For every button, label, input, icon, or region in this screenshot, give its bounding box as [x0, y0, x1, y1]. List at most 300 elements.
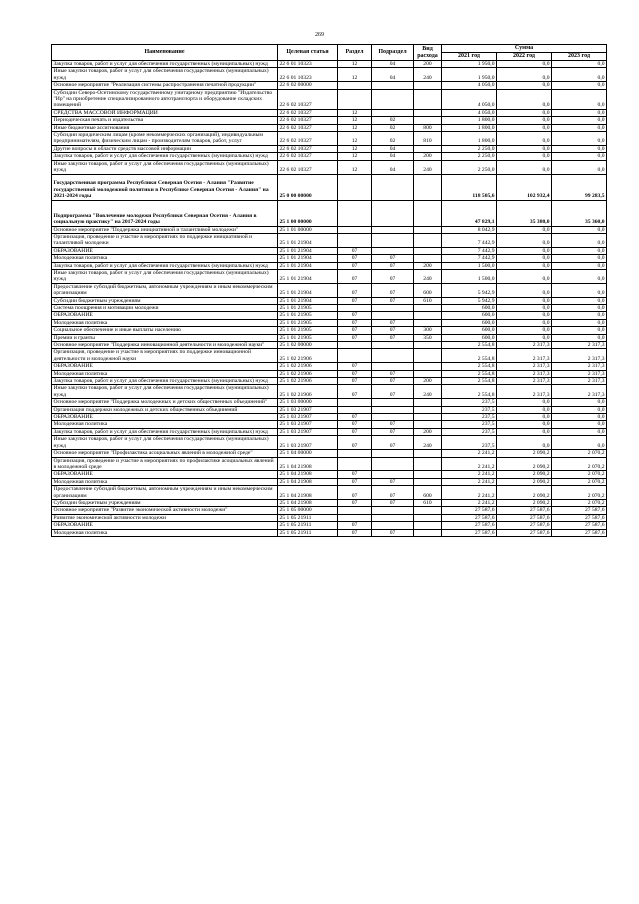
row-name: Организация, проведение и участие в мероприятиях по профилактике асоциальных явлений в молодежной среде — [52, 457, 278, 471]
row-sum-2021: 600,0 — [442, 319, 497, 326]
row-sum-2021: 1 950,0 — [442, 68, 497, 82]
row-name: ОБРАЗОВАНИЕ — [52, 522, 278, 529]
row-article: 25 1 02 00000 — [278, 342, 338, 349]
row-sum-2023: 0,0 — [552, 319, 607, 326]
row-article: 25 1 02 21906 — [278, 349, 338, 363]
row-section: 07 — [338, 319, 372, 326]
table-row — [52, 436, 607, 450]
row-sum-2021: 237,5 — [442, 436, 497, 450]
row-subsection — [372, 312, 414, 319]
row-section: 07 — [338, 255, 372, 262]
table-row — [52, 363, 607, 370]
row-sum-2021: 600,0 — [442, 327, 497, 334]
row-sum-2022: 0,0 — [497, 109, 552, 116]
row-sum-2022: 0,0 — [497, 61, 552, 68]
row-sum-2023: 0,0 — [552, 89, 607, 109]
row-sum-2023: 0,0 — [552, 334, 607, 341]
table-row — [52, 269, 607, 283]
row-sum-2023: 0,0 — [552, 117, 607, 124]
row-article: 22 6 02 10327 — [278, 132, 338, 146]
row-section: 07 — [338, 428, 372, 435]
row-article: 25 1 04 21908 — [278, 499, 338, 506]
table-row — [52, 226, 607, 233]
row-sum-2023: 2 317,3 — [552, 385, 607, 399]
row-name: Субсидии бюджетным учреждениям — [52, 297, 278, 304]
row-subsection: 07 — [372, 378, 414, 385]
row-sum-2022: 0,0 — [497, 68, 552, 82]
row-sum-2022: 0,0 — [497, 269, 552, 283]
row-sum-2021: 2 241,2 — [442, 471, 497, 478]
row-sum-2023: 27 587,6 — [552, 529, 607, 536]
row-expense-type — [414, 414, 442, 421]
row-sum-2023: 2 070,2 — [552, 478, 607, 485]
row-sum-2022: 2 317,3 — [497, 363, 552, 370]
row-article: 22 6 02 10327 — [278, 160, 338, 174]
row-sum-2021: 4 050,0 — [442, 109, 497, 116]
table-row — [52, 421, 607, 428]
row-section — [338, 450, 372, 457]
row-article: 25 1 03 21907 — [278, 436, 338, 450]
row-sum-2022: 0,0 — [497, 124, 552, 131]
header-subsection: Подраздел — [372, 45, 414, 61]
table-row — [52, 124, 607, 131]
row-sum-2023: 0,0 — [552, 428, 607, 435]
row-article: 25 1 01 21905 — [278, 304, 338, 311]
row-sum-2022: 0,0 — [497, 82, 552, 89]
row-sum-2023: 2 317,3 — [552, 378, 607, 385]
row-section: 07 — [338, 297, 372, 304]
row-article: 25 1 04 00000 — [278, 450, 338, 457]
row-sum-2022: 27 587,6 — [497, 514, 552, 521]
table-row — [52, 319, 607, 326]
row-article: 22 6 02 10327 — [278, 153, 338, 160]
row-sum-2022: 0,0 — [497, 226, 552, 233]
row-expense-type: 600 — [414, 283, 442, 297]
row-sum-2023: 0,0 — [552, 160, 607, 174]
row-subsection: 07 — [372, 283, 414, 297]
row-sum-2021: 1 800,0 — [442, 132, 497, 146]
row-name: Основное мероприятие "Поддержка инновационной деятельности и молодежной науки" — [52, 342, 278, 349]
row-expense-type: 240 — [414, 269, 442, 283]
row-sum-2022: 0,0 — [497, 319, 552, 326]
row-sum-2022: 27 587,6 — [497, 522, 552, 529]
row-sum-2023: 35 360,0 — [552, 200, 607, 226]
row-subsection — [372, 109, 414, 116]
row-name: Субсидии Северо-Осетинскому государственному унитарному предприятию "Издательство "Ир" на приобретение специализированного автотранспорта и оборудование складских помещений — [52, 89, 278, 109]
row-sum-2022: 0,0 — [497, 414, 552, 421]
row-subsection: 07 — [372, 499, 414, 506]
row-sum-2023: 0,0 — [552, 269, 607, 283]
row-expense-type — [414, 117, 442, 124]
row-sum-2022: 0,0 — [497, 283, 552, 297]
row-expense-type — [414, 478, 442, 485]
row-expense-type — [414, 471, 442, 478]
row-subsection: 07 — [372, 486, 414, 500]
row-sum-2023: 0,0 — [552, 226, 607, 233]
row-name: Молодежная политика — [52, 421, 278, 428]
row-sum-2023: 2 317,3 — [552, 363, 607, 370]
row-subsection — [372, 399, 414, 406]
row-sum-2021: 2 241,2 — [442, 478, 497, 485]
table-row — [52, 327, 607, 334]
row-name: Предоставление субсидий бюджетным, автономным учреждениям и иным некоммерческим организациям — [52, 283, 278, 297]
row-section: 12 — [338, 153, 372, 160]
row-section: 12 — [338, 160, 372, 174]
row-sum-2021: 27 587,6 — [442, 514, 497, 521]
row-section: 07 — [338, 471, 372, 478]
row-expense-type: 610 — [414, 499, 442, 506]
row-sum-2021: 4 050,0 — [442, 89, 497, 109]
table-row — [52, 406, 607, 413]
row-subsection — [372, 514, 414, 521]
row-subsection: 07 — [372, 334, 414, 341]
row-name: ОБРАЗОВАНИЕ — [52, 247, 278, 254]
row-expense-type: 240 — [414, 68, 442, 82]
row-sum-2021: 118 505,6 — [442, 174, 497, 200]
row-name: Периодическая печать и издательства — [52, 117, 278, 124]
row-expense-type — [414, 200, 442, 226]
row-article: 25 1 03 21907 — [278, 421, 338, 428]
row-article: 25 1 02 21906 — [278, 378, 338, 385]
row-subsection — [372, 174, 414, 200]
row-article: 25 1 04 21908 — [278, 457, 338, 471]
header-year-2021: 2021 год — [442, 53, 497, 61]
row-section: 07 — [338, 262, 372, 269]
row-article: 22 6 02 10327 — [278, 145, 338, 152]
row-article: 22 6 02 10327 — [278, 117, 338, 124]
row-name: Закупка товаров, работ и услуг для обеспечения государственных (муниципальных) нужд — [52, 153, 278, 160]
table-row — [52, 262, 607, 269]
row-subsection — [372, 233, 414, 247]
row-sum-2023: 0,0 — [552, 153, 607, 160]
row-name: ОБРАЗОВАНИЕ — [52, 414, 278, 421]
row-section: 12 — [338, 68, 372, 82]
row-sum-2021: 237,5 — [442, 414, 497, 421]
row-article: 25 1 01 21905 — [278, 319, 338, 326]
row-section: 12 — [338, 117, 372, 124]
row-sum-2021: 237,5 — [442, 421, 497, 428]
row-sum-2021: 2 241,2 — [442, 457, 497, 471]
row-expense-type: 200 — [414, 153, 442, 160]
row-sum-2022: 2 090,2 — [497, 450, 552, 457]
row-article: 25 1 01 21904 — [278, 297, 338, 304]
row-subsection: 02 — [372, 124, 414, 131]
row-section: 07 — [338, 327, 372, 334]
row-sum-2021: 4 050,0 — [442, 82, 497, 89]
header-article: Целевая статья — [278, 45, 338, 61]
row-article: 25 1 01 21904 — [278, 262, 338, 269]
row-subsection — [372, 414, 414, 421]
row-sum-2021: 2 241,2 — [442, 499, 497, 506]
row-section — [338, 399, 372, 406]
row-expense-type: 810 — [414, 132, 442, 146]
row-name: СРЕДСТВА МАССОВОЙ ИНФОРМАЦИИ — [52, 109, 278, 116]
table-row — [52, 82, 607, 89]
table-row — [52, 247, 607, 254]
row-article: 22 6 01 10323 — [278, 61, 338, 68]
row-sum-2021: 237,5 — [442, 399, 497, 406]
row-sum-2021: 27 587,6 — [442, 507, 497, 514]
row-article: 25 1 01 21905 — [278, 327, 338, 334]
row-section — [338, 507, 372, 514]
row-name: Иные закупки товаров, работ и услуг для обеспечения государственных (муниципальных) нужд — [52, 385, 278, 399]
row-expense-type — [414, 312, 442, 319]
table-row — [52, 399, 607, 406]
row-name: Закупка товаров, работ и услуг для обеспечения государственных (муниципальных) нужд — [52, 378, 278, 385]
header-year-2022: 2022 год — [497, 53, 552, 61]
row-expense-type — [414, 421, 442, 428]
row-sum-2021: 1 800,0 — [442, 117, 497, 124]
row-sum-2023: 2 070,2 — [552, 486, 607, 500]
row-sum-2022: 27 587,6 — [497, 529, 552, 536]
table-row — [52, 233, 607, 247]
row-name: Организация, проведение и участие в мероприятиях по поддержке инициативной и талантливой молодежи — [52, 233, 278, 247]
row-section: 07 — [338, 370, 372, 377]
row-expense-type: 200 — [414, 378, 442, 385]
row-sum-2022: 0,0 — [497, 406, 552, 413]
row-article: 25 1 05 21911 — [278, 514, 338, 521]
row-article: 25 1 01 21904 — [278, 247, 338, 254]
row-name: Основное мероприятие "Поддержка молодежных и детских общественных объединений" — [52, 399, 278, 406]
row-subsection: 07 — [372, 436, 414, 450]
row-sum-2021: 2 554,8 — [442, 342, 497, 349]
row-expense-type — [414, 82, 442, 89]
row-expense-type — [414, 226, 442, 233]
row-section — [338, 457, 372, 471]
row-expense-type — [414, 457, 442, 471]
row-article: 22 6 02 00000 — [278, 82, 338, 89]
row-sum-2022: 0,0 — [497, 297, 552, 304]
row-article: 22 6 02 10327 — [278, 109, 338, 116]
row-expense-type — [414, 370, 442, 377]
row-sum-2022: 0,0 — [497, 132, 552, 146]
row-section: 07 — [338, 414, 372, 421]
row-sum-2023: 0,0 — [552, 421, 607, 428]
table-row — [52, 153, 607, 160]
table-row — [52, 117, 607, 124]
row-name: Молодежная политика — [52, 529, 278, 536]
row-sum-2022: 2 317,3 — [497, 349, 552, 363]
row-sum-2021: 600,0 — [442, 334, 497, 341]
row-section: 12 — [338, 109, 372, 116]
row-section — [338, 349, 372, 363]
row-article: 25 1 02 21906 — [278, 385, 338, 399]
table-row — [52, 255, 607, 262]
row-expense-type — [414, 349, 442, 363]
row-section — [338, 82, 372, 89]
row-sum-2022: 0,0 — [497, 312, 552, 319]
row-sum-2023: 0,0 — [552, 124, 607, 131]
row-sum-2023: 2 070,2 — [552, 457, 607, 471]
row-name: Молодежная политика — [52, 370, 278, 377]
row-sum-2023: 27 587,6 — [552, 507, 607, 514]
row-subsection — [372, 522, 414, 529]
row-section: 07 — [338, 421, 372, 428]
row-sum-2021: 47 829,1 — [442, 200, 497, 226]
row-subsection — [372, 247, 414, 254]
row-name: Молодежная политика — [52, 319, 278, 326]
row-sum-2023: 2 070,2 — [552, 450, 607, 457]
row-sum-2022: 2 317,3 — [497, 378, 552, 385]
table-row — [52, 486, 607, 500]
row-sum-2021: 1 500,0 — [442, 262, 497, 269]
row-section: 07 — [338, 269, 372, 283]
row-sum-2023: 2 070,2 — [552, 471, 607, 478]
row-name: Иные закупки товаров, работ и услуг для обеспечения государственных (муниципальных) нужд — [52, 160, 278, 174]
row-subsection: 07 — [372, 428, 414, 435]
table-row — [52, 174, 607, 200]
row-section — [338, 174, 372, 200]
row-expense-type: 200 — [414, 262, 442, 269]
row-subsection: 07 — [372, 297, 414, 304]
row-sum-2023: 0,0 — [552, 109, 607, 116]
row-sum-2022: 2 090,2 — [497, 471, 552, 478]
row-sum-2022: 0,0 — [497, 89, 552, 109]
header-sum: Сумма — [442, 45, 607, 53]
row-sum-2023: 0,0 — [552, 233, 607, 247]
row-sum-2021: 237,5 — [442, 428, 497, 435]
row-sum-2023: 27 587,6 — [552, 522, 607, 529]
row-article: 25 1 00 00000 — [278, 200, 338, 226]
row-sum-2022: 0,0 — [497, 233, 552, 247]
row-subsection — [372, 89, 414, 109]
row-sum-2023: 0,0 — [552, 82, 607, 89]
table-row — [52, 428, 607, 435]
row-sum-2021: 1 800,0 — [442, 124, 497, 131]
row-sum-2021: 7 442,9 — [442, 255, 497, 262]
row-sum-2023: 0,0 — [552, 247, 607, 254]
row-article: 25 1 01 21904 — [278, 255, 338, 262]
row-name: Закупка товаров, работ и услуг для обеспечения государственных (муниципальных) нужд — [52, 61, 278, 68]
row-subsection — [372, 406, 414, 413]
row-sum-2021: 2 250,0 — [442, 145, 497, 152]
row-expense-type — [414, 247, 442, 254]
row-expense-type — [414, 89, 442, 109]
row-article: 25 1 04 21908 — [278, 471, 338, 478]
table-body — [52, 61, 607, 537]
row-section — [338, 233, 372, 247]
row-sum-2023: 2 317,3 — [552, 370, 607, 377]
table-row — [52, 342, 607, 349]
row-name: Государственная программа Республики Северная Осетия - Алания "Развитие государственной молодежной политики в Республике Северная Осетия - Алания" на 2021-2024 годы — [52, 174, 278, 200]
row-section — [338, 89, 372, 109]
row-sum-2022: 2 317,3 — [497, 385, 552, 399]
row-sum-2023: 0,0 — [552, 61, 607, 68]
row-article: 25 1 02 21906 — [278, 363, 338, 370]
row-section: 07 — [338, 247, 372, 254]
row-expense-type — [414, 529, 442, 536]
header-name: Наименование — [52, 45, 278, 61]
row-sum-2021: 1 950,0 — [442, 61, 497, 68]
row-name: Иные бюджетные ассигнования — [52, 124, 278, 131]
row-subsection: 07 — [372, 385, 414, 399]
row-sum-2023: 0,0 — [552, 283, 607, 297]
row-sum-2023: 0,0 — [552, 414, 607, 421]
table-row — [52, 385, 607, 399]
row-section — [338, 342, 372, 349]
row-sum-2022: 0,0 — [497, 428, 552, 435]
row-subsection — [372, 200, 414, 226]
header-year-2023: 2023 год — [552, 53, 607, 61]
row-sum-2021: 7 442,9 — [442, 233, 497, 247]
table-row — [52, 478, 607, 485]
row-article: 25 1 01 21904 — [278, 283, 338, 297]
row-sum-2023: 99 283,5 — [552, 174, 607, 200]
row-sum-2021: 2 554,8 — [442, 378, 497, 385]
row-section — [338, 226, 372, 233]
row-expense-type — [414, 522, 442, 529]
row-sum-2021: 27 587,6 — [442, 529, 497, 536]
row-sum-2021: 237,5 — [442, 406, 497, 413]
row-name: Закупка товаров, работ и услуг для обеспечения государственных (муниципальных) нужд — [52, 428, 278, 435]
row-sum-2022: 27 587,6 — [497, 507, 552, 514]
row-sum-2021: 2 554,8 — [442, 363, 497, 370]
row-section: 07 — [338, 478, 372, 485]
row-name: Основное мероприятие "Профилактика асоциальных явлений в молодежной среде" — [52, 450, 278, 457]
table-row — [52, 89, 607, 109]
row-name: Другие вопросы в области средств массовой информации — [52, 145, 278, 152]
row-name: ОБРАЗОВАНИЕ — [52, 312, 278, 319]
row-sum-2023: 0,0 — [552, 145, 607, 152]
row-expense-type — [414, 109, 442, 116]
row-sum-2021: 600,0 — [442, 304, 497, 311]
row-article: 25 1 03 21907 — [278, 428, 338, 435]
row-sum-2021: 2 241,2 — [442, 486, 497, 500]
row-expense-type — [414, 255, 442, 262]
row-article: 25 1 03 00000 — [278, 399, 338, 406]
row-subsection — [372, 226, 414, 233]
row-sum-2023: 27 587,6 — [552, 514, 607, 521]
row-sum-2023: 2 317,3 — [552, 349, 607, 363]
row-name: Премии и гранты — [52, 334, 278, 341]
table-row — [52, 514, 607, 521]
row-sum-2023: 0,0 — [552, 132, 607, 146]
table-row — [52, 297, 607, 304]
row-section: 12 — [338, 124, 372, 131]
row-expense-type: 240 — [414, 160, 442, 174]
row-subsection — [372, 457, 414, 471]
row-article: 25 0 00 00000 — [278, 174, 338, 200]
row-article: 25 1 05 21911 — [278, 522, 338, 529]
row-article: 25 1 05 00000 — [278, 507, 338, 514]
row-sum-2022: 0,0 — [497, 421, 552, 428]
row-sum-2022: 2 090,2 — [497, 478, 552, 485]
row-sum-2022: 35 380,0 — [497, 200, 552, 226]
row-subsection: 07 — [372, 319, 414, 326]
row-sum-2022: 0,0 — [497, 160, 552, 174]
row-article: 25 1 01 21905 — [278, 334, 338, 341]
row-article: 25 1 05 21911 — [278, 529, 338, 536]
row-section: 12 — [338, 132, 372, 146]
row-subsection — [372, 304, 414, 311]
row-article: 25 1 01 00000 — [278, 226, 338, 233]
table-row — [52, 304, 607, 311]
row-sum-2021: 8 042,9 — [442, 226, 497, 233]
row-sum-2023: 0,0 — [552, 297, 607, 304]
row-article: 25 1 03 21907 — [278, 406, 338, 413]
row-name: Система поощрения и мотивации молодежи — [52, 304, 278, 311]
row-expense-type: 610 — [414, 297, 442, 304]
row-section — [338, 514, 372, 521]
table-row — [52, 132, 607, 146]
row-expense-type: 600 — [414, 486, 442, 500]
row-section: 07 — [338, 283, 372, 297]
table-row — [52, 507, 607, 514]
header-expense-type: Вид расхода — [414, 45, 442, 61]
row-sum-2023: 0,0 — [552, 406, 607, 413]
row-sum-2023: 0,0 — [552, 304, 607, 311]
row-section: 07 — [338, 436, 372, 450]
